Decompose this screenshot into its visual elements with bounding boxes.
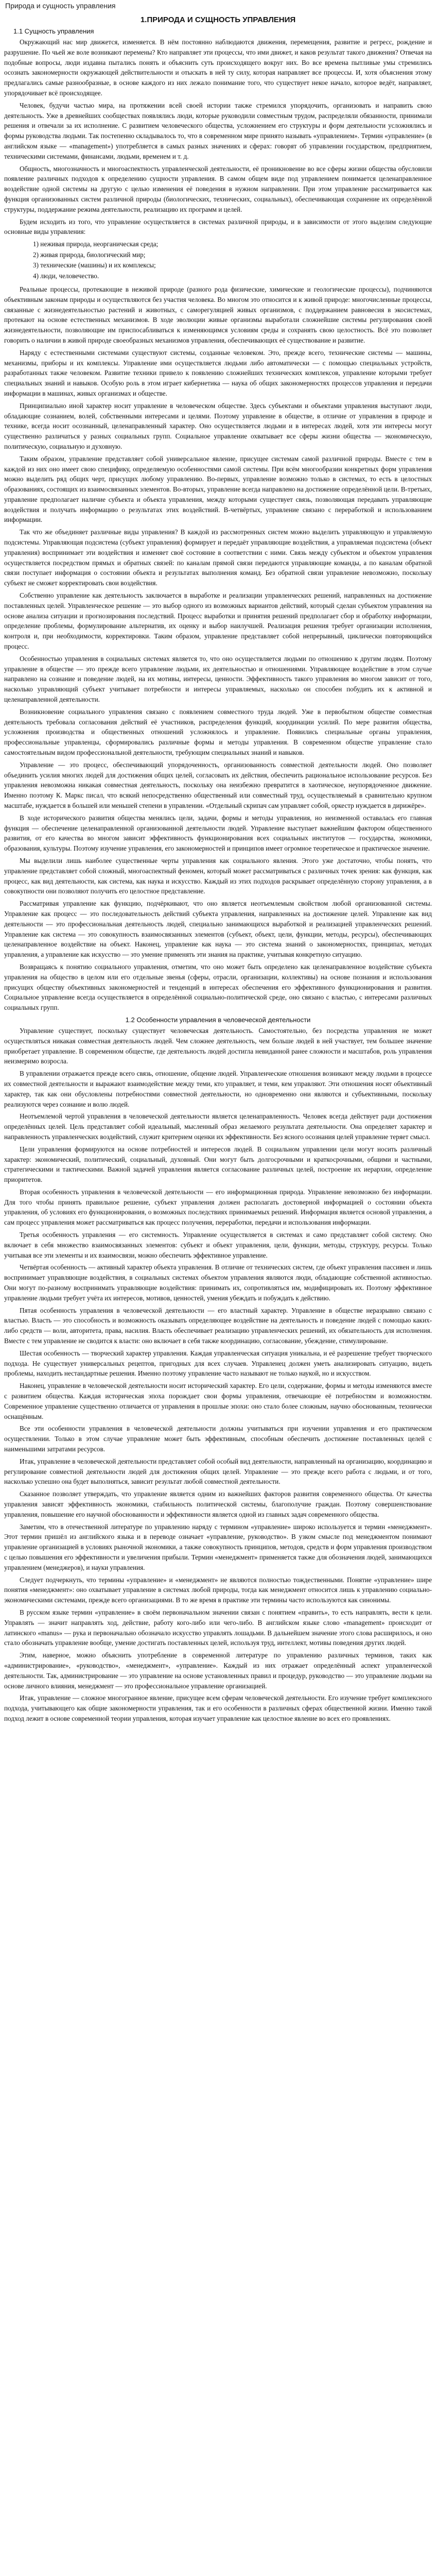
paragraph: Неотъемлемой чертой управления в человеческой деятельности является целенаправленность. Человек всегда действует ради достижения определённых целей. Цель представляет собой идеальный, мысленный образ желаемого результата деятельности. Она определяет характер и направленность управленческих воздействий, служит критерием оценки их эффективности. Без ясного осознания целей управление теряет смысл. [4, 1112, 432, 1141]
paragraph: Так что же объединяет различные виды управления? В каждой из рассмотренных систем можно выделить управляющую и управляемую подсистемы. Управляющая подсистема (субъект управления) формирует и передаёт управляющие воздействия, а управляемая подсистема (объект управления) воспринимает эти воздействия и изменяет своё состояние в соответствии с ними. Связь между субъектом и объектом управления осуществляется посредством прямых и обратных связей: по каналам прямой связи передаются управляющие команды, а по каналам обратной связи поступает информация о состоянии объекта и результатах выполнения команд. Без обратной связи управление невозможно, поскольку субъект не сможет корректировать свои воздействия. [4, 528, 432, 587]
paragraph: Реальные процессы, протекающие в неживой природе (разного рода физические, химические и геологические процессы), подчиняются объективным законам природы и осуществляются без участия человека. Во многом это относится и к живой природе: многочисленные процессы, связанные с жизнедеятельностью растений и животных, с саморегуляцией живых организмов, с поддержанием равновесия в экосистемах, протекают на основе естественных механизмов. В ходе эволюции живые организмы выработали сложнейшие системы регулирования своей жизнедеятельности, позволяющие им приспосабливаться к изменяющимся условиям среды и сохранять свою целостность. Всё это позволяет говорить о наличии в живой природе своеобразных механизмов управления, обеспечивающих её существование и развитие. [4, 285, 432, 344]
paragraph: Этим, наверное, можно объяснить употребление в современной литературе по управлению различных терминов, таких как «администрирование», «руководство», «менеджмент», «управление». Каждый из них отражает определённый аспект управленческой деятельности. Так, администрирование — это управление на основе установленных правил и процедур, руководство — это управление людьми на основе личного влияния, менеджмент — это профессиональное управление организацией. [4, 1651, 432, 1690]
paragraph: Наряду с естественными системами существуют системы, созданные человеком. Это, прежде всего, технические системы — машины, механизмы, приборы и их комплексы. Управление ими осуществляется людьми либо автоматически — с помощью специальных устройств, разработанных также человеком. Развитие техники привело к появлению сложнейших технических комплексов, управление которыми требует специальных знаний и навыков. Особую роль в этом играет кибернетика — наука об общих закономерностях процессов управления и передачи информации в машинах, живых организмах и обществе. [4, 348, 432, 397]
list-item: 4) люди, человечество. [33, 272, 99, 280]
system-types-list [33, 239, 432, 281]
paragraph: Цели управления формируются на основе потребностей и интересов людей. В социальном управлении цели могут носить различный характер: экономический, политический, социальный, духовный. Они могут быть долгосрочными и краткосрочными, общими и частными, стратегическими и тактическими. Важной задачей управления является согласование различных целей, построение их иерархии, определение приоритетов. [4, 1145, 432, 1184]
paragraph: Вторая особенность управления в человеческой деятельности — его информационная природа. Управление невозможно без информации. Для того чтобы принять правильное решение, субъект управления должен располагать достоверной информацией о состоянии объекта управления, об условиях его функционирования, о возможных последствиях принимаемых решений. Информация является основой управления, а сам процесс управления может рассматриваться как процесс получения, переработки, передачи и использования информации. [4, 1188, 432, 1227]
paragraph: Будем исходить из того, что управление осуществляется в системах различной природы, и в зависимости от этого выделим следующие основные виды управления: [4, 217, 432, 236]
paragraph: В русском языке термин «управление» в своём первоначальном значении связан с понятием «править», то есть направлять, вести к цели. Управлять — значит направлять ход, действие, работу кого-либо или чего-либо. В английском языке слово «management» происходит от латинского «manus» — рука и первоначально обозначало искусство управлять лошадьми. В дальнейшем значение этого слова расширилось, и оно стало обозначать управление вообще, умение достигать поставленных целей, используя труд, интеллект, мотивы поведения других людей. [4, 1608, 432, 1647]
paragraph: Общность, многозначность и многоаспектность управленческой деятельности, её проникновение во все сферы жизни общества обусловили появление различных подходов к определению сущности управления. В самом общем виде под управлением понимается целенаправленное воздействие одной системы на другую с целью изменения её поведения в нужном направлении. При этом управление рассматривается как функция организованных систем различной природы (биологических, технических, социальных), обеспечивающая сохранение их определённой структуры, поддержание режима деятельности, реализацию их программ и целей. [4, 164, 432, 213]
list-item: 3) технические (машины) и их комплексы; [33, 261, 156, 269]
paragraph: Третья особенность управления — его системность. Управление осуществляется в системах и само представляет собой систему. Оно включает в себя множество взаимосвязанных элементов: субъект и объект управления, цели, функции, методы, структуру, ресурсы. Только учитывая все эти элементы и их взаимосвязи, можно обеспечить эффективное управление. [4, 1231, 432, 1259]
paragraph: Мы выделили лишь наиболее существенные черты управления как социального явления. Этого уже достаточно, чтобы понять, что управление представляет собой сложный, многоаспектный феномен, который может рассматриваться с различных точек зрения: как функция, как процесс, как вид деятельности, как система, как наука и искусство. Каждый из этих подходов раскрывает определённую сторону управления, а в совокупности они позволяют получить его целостное представление. [4, 856, 432, 895]
document-title: Природа и сущность управления [5, 2, 116, 10]
list-item: 2) живая природа, биологический мир; [33, 250, 146, 259]
paragraph: Окружающий нас мир движется, изменяется. В нём постоянно наблюдаются движения, перемещения, развитие и регресс, рождение и разрушение. По чьей же воле возникают перемены? Кто направляет эти процессы, что ими движет, и каков результат такого движения? Отвечая на подобные вопросы, люди издавна пытались понять и объяснить суть происходящего вокруг них. Во все времена пытливые умы стремились осознать закономерности окружающей действительности и отыскать в ней ту силу, которая направляет все процессы. И, хотя объяснения этому предлагались самые разнообразные, в основе каждого из них лежало понимание того, что существует некое начало, которое ведёт, направляет, упорядочивает всё происходящее. [4, 38, 432, 97]
paragraph: Итак, управление — сложное многогранное явление, присущее всем сферам человеческой деятельности. Его изучение требует комплексного подхода, учитывающего как общие закономерности управления, так и его особенности в различных сферах общественной жизни. Именно такой подход лежит в основе современной теории управления, которая изучает управление как целостное явление во всех его проявлениях. [4, 1694, 432, 1722]
paragraph: Пятая особенность управления в человеческой деятельности — его властный характер. Управление в обществе неразрывно связано с властью. Власть — это способность и возможность оказывать определяющее воздействие на деятельность и поведение людей с помощью каких-либо средств — воли, авторитета, права, насилия. Власть обеспечивает реализацию управленческих решений, их обязательность для исполнения. Вместе с тем управление не сводится к власти: оно включает в себя также координацию, согласование, убеждение, стимулирование. [4, 1306, 432, 1345]
paragraph: Шестая особенность — творческий характер управления. Каждая управленческая ситуация уникальна, и её разрешение требует творческого подхода. Не существует универсальных рецептов, пригодных для всех случаев. Управленец должен уметь анализировать ситуацию, видеть проблемы, находить нестандартные решения. Именно поэтому управление часто называют не только наукой, но и искусством. [4, 1349, 432, 1378]
section-title: 1.1 Сущность управления [13, 27, 94, 35]
paragraph: Следует подчеркнуть, что термины «управление» и «менеджмент» не являются полностью тождественными. Понятие «управление» шире понятия «менеджмент»: оно охватывает управление в системах любой природы, тогда как менеджмент относится лишь к управлению социально-экономическими системами, прежде всего организациями. В то же время в практике эти термины часто используются как синонимы. [4, 1575, 432, 1604]
section-1 [4, 27, 432, 1013]
paragraph: Особенностью управления в социальных системах является то, что оно осуществляется людьми по отношению к другим людям. Поэтому управление в обществе — это прежде всего управление людьми, их деятельностью и отношениями. Управляющее воздействие в этом случае направлено на сознание и поведение людей, на их мотивы, интересы, ценности. Эффективность такого управления во многом зависит от того, насколько управляющий субъект учитывает потребности и интересы управляемых, насколько он способен побудить их к активной и целенаправленной деятельности. [4, 654, 432, 704]
paragraph: Все эти особенности управления в человеческой деятельности должны учитываться при изучении управления и его практическом осуществлении. Только в этом случае управление может быть эффективным, способным обеспечить достижение поставленных целей с наименьшими затратами ресурсов. [4, 1425, 432, 1453]
paragraph: Человек, будучи частью мира, на протяжении всей своей истории также стремился упорядочить, организовать и направить свою деятельность. Уже в древнейших сообществах появлялись люди, которые руководили совместным трудом, распределяли обязанности, принимали решения и отвечали за их исполнение. С развитием человеческого общества, усложнением его структуры и форм деятельности усложнялись и формы руководства людьми. Так постепенно складывалось то, что в современном мире принято называть «управлением». Термин «управление» (в английском языке — «management») употребляется в самых разных значениях и сферах: говорят об управлении государством, предприятием, техническими системами, финансами, людьми, временем и т. д. [4, 101, 432, 160]
section-2 [4, 1016, 432, 1724]
list-item: 1) неживая природа, неорганическая среда; [33, 240, 159, 248]
paragraph: Наконец, управление в человеческой деятельности носит исторический характер. Его цели, содержание, формы и методы изменяются вместе с развитием общества. Каждая историческая эпоха порождает свои формы управления, отвечающие её потребностям и возможностям. Современное управление существенно отличается от управления в прошлые эпохи: оно стало более сложным, научно обоснованным, технически оснащённым. [4, 1382, 432, 1420]
paragraph: Заметим, что в отечественной литературе по управлению наряду с термином «управление» широко используется и термин «менеджмент». Этот термин пришёл из английского языка и в переводе означает «управление, руководство». В узком смысле под менеджментом понимают управление организацией в условиях рыночной экономики, а также совокупность принципов, методов, средств и форм управления производством с целью повышения его эффективности и увеличения прибыли. Термин «менеджмент» применяется также для обозначения людей, занимающихся управлением (менеджеров), и науки управления. [4, 1522, 432, 1571]
paragraph: Итак, управление в человеческой деятельности представляет собой особый вид деятельности, направленный на организацию, координацию и регулирование совместной деятельности людей для достижения общих целей. Управление — это прежде всего работа с людьми, и от того, насколько успешно она будет выполняться, зависит результат любой совместной деятельности. [4, 1457, 432, 1486]
paragraph: Рассматривая управление как функцию, подчёркивают, что оно является неотъемлемым свойством любой организованной системы. Управление как процесс — это последовательность действий субъекта управления, направленных на достижение целей. Управление как вид деятельности — это профессиональная деятельность людей, специально занимающихся выработкой и реализацией управленческих решений. Управление как система — это совокупность взаимосвязанных элементов (субъект, объект, цели, функции, методы, ресурсы), обеспечивающих целенаправленное воздействие на объект. Наконец, управление как наука — это система знаний о закономерностях, принципах, методах управления, а управление как искусство — это умение применять эти знания на практике, учитывая конкретную ситуацию. [4, 900, 432, 959]
chapter-title: 1.ПРИРОДА И СУЩНОСТЬ УПРАВЛЕНИЯ [140, 15, 296, 24]
paragraph: Сказанное позволяет утверждать, что управление является одним из важнейших факторов развития современного общества. От качества управления зависят эффективность экономики, стабильность политической системы, благополучие граждан. Поэтому совершенствование управления, повышение его научной обоснованности и эффективности является одной из главных задач современного общества. [4, 1490, 432, 1518]
paragraph: Управление — это процесс, обеспечивающий упорядоченность, организованность совместной деятельности людей. Оно позволяет объединить усилия многих людей для достижения общих целей, согласовать их действия, обеспечить рациональное использование ресурсов. Без управления невозможна никакая совместная деятельность, поскольку она неизбежно превратится в хаотическое, неупорядоченное движение. Именно поэтому К. Маркс писал, что всякий непосредственно общественный или совместный труд, осуществляемый в сравнительно крупном масштабе, нуждается в большей или меньшей степени в управлении. «Отдельный скрипач сам управляет собой, оркестр нуждается в дирижёре». [4, 760, 432, 809]
document-title-bar [4, 0, 432, 11]
paragraph: Управление существует, поскольку существует человеческая деятельность. Самостоятельно, без посредства управления не может осуществляться никакая совместная деятельность людей. Чем сложнее деятельность, чем больше людей в ней участвует, тем большее значение приобретает управление. В современном обществе, где деятельность людей достигла невиданной ранее сложности и масштабов, роль управления неизмеримо возросла. [4, 1026, 432, 1065]
paragraph: Возникновение социального управления связано с появлением совместного труда людей. Уже в первобытном обществе совместная деятельность требовала согласования действий её участников, распределения функций, координации усилий. По мере развития общества, усложнения производства и общественных отношений усложнялось и управление. Появились специальные органы управления, профессиональные управленцы, сформировались различные формы и методы управления. В современном обществе управление стало самостоятельным видом профессиональной деятельности, требующим специальных знаний и навыков. [4, 707, 432, 757]
paragraph: Возвращаясь к понятию социального управления, отметим, что оно может быть определено как целенаправленное воздействие субъекта управления на общество в целом или его отдельные звенья (сферы, отрасли, организации, коллективы) на основе познания и использования присущих обществу объективных закономерностей и тенденций в интересах обеспечения его эффективного функционирования и развития. Социальное управление всегда осуществляется в определённой социально-политической среде, оно связано с властью, с интересами различных социальных групп. [4, 962, 432, 1012]
section-title: 1.2 Особенности управления в человеческой деятельности [125, 1015, 311, 1024]
paragraph: Таким образом, управление представляет собой универсальное явление, присущее системам самой различной природы. Вместе с тем в каждой из них оно имеет свою специфику, определяемую особенностями самой системы. При всём многообразии конкретных форм управления можно выделить ряд общих черт, присущих любому управлению. Во-первых, управление возможно только в системах, то есть в целостных образованиях, состоящих из взаимосвязанных элементов. Во-вторых, управление всегда направлено на достижение определённой цели. В-третьих, управление предполагает наличие субъекта и объекта управления, между которыми существует связь, позволяющая передавать управляющие воздействия и получать информацию о результатах этих воздействий. В-четвёртых, управление связано с переработкой и использованием информации. [4, 454, 432, 524]
paragraph: Принципиально иной характер носит управление в человеческом обществе. Здесь субъектами и объектами управления выступают люди, обладающие сознанием, волей, собственными интересами и целями. Поэтому управление в обществе, в отличие от управления в природе и технике, всегда носит осознанный, целенаправленный характер. Оно осуществляется людьми и в интересах людей, хотя эти интересы могут существенно различаться у разных социальных групп. Социальное управление охватывает все сферы жизни общества — экономическую, политическую, социальную и духовную. [4, 401, 432, 450]
paragraph: В управлении отражается прежде всего связь, отношение, общение людей. Управленческие отношения возникают между людьми в процессе их совместной деятельности и выражают взаимодействие между теми, кто управляет, и теми, кем управляют. Эти отношения носят объективный характер, так как они обусловлены потребностями совместной деятельности, но одновременно они являются и субъективными, поскольку реализуются через сознание и волю людей. [4, 1070, 432, 1108]
paragraph: Четвёртая особенность — активный характер объекта управления. В отличие от технических систем, где объект управления пассивен и лишь воспринимает управляющие воздействия, в социальных системах объектом управления являются люди, обладающие собственной активностью. Они могут по-разному воспринимать управляющие воздействия: принимать их, сопротивляться им, модифицировать их. Поэтому эффективное управление людьми требует учёта их интересов, мотивов, ценностей, умения убеждать и побуждать к действию. [4, 1263, 432, 1302]
paragraph: В ходе исторического развития общества менялись цели, задачи, формы и методы управления, но неизменной оставалась его главная функция — обеспечение целенаправленной организованной деятельности людей. Управление выступает важнейшим фактором общественного развития, от его качества во многом зависит эффективность функционирования всех социальных институтов — государства, экономики, образования, культуры. Поэтому изучение управления, его закономерностей и принципов имеет огромное теоретическое и практическое значение. [4, 814, 432, 853]
paragraph: Собственно управление как деятельность заключается в выработке и реализации управленческих решений, направленных на достижение поставленных целей. Управленческое решение — это выбор одного из возможных вариантов действий, который сделан субъектом управления на основе анализа ситуации и прогнозирования последствий. Процесс выработки и принятия решений предполагает сбор и обработку информации, определение проблемы, формулирование альтернатив, их оценку и выбор наилучшей. Реализация решения требует организации исполнения, контроля и, при необходимости, корректировки. Таким образом, управление представляет собой непрерывный, циклически повторяющийся процесс. [4, 591, 432, 651]
